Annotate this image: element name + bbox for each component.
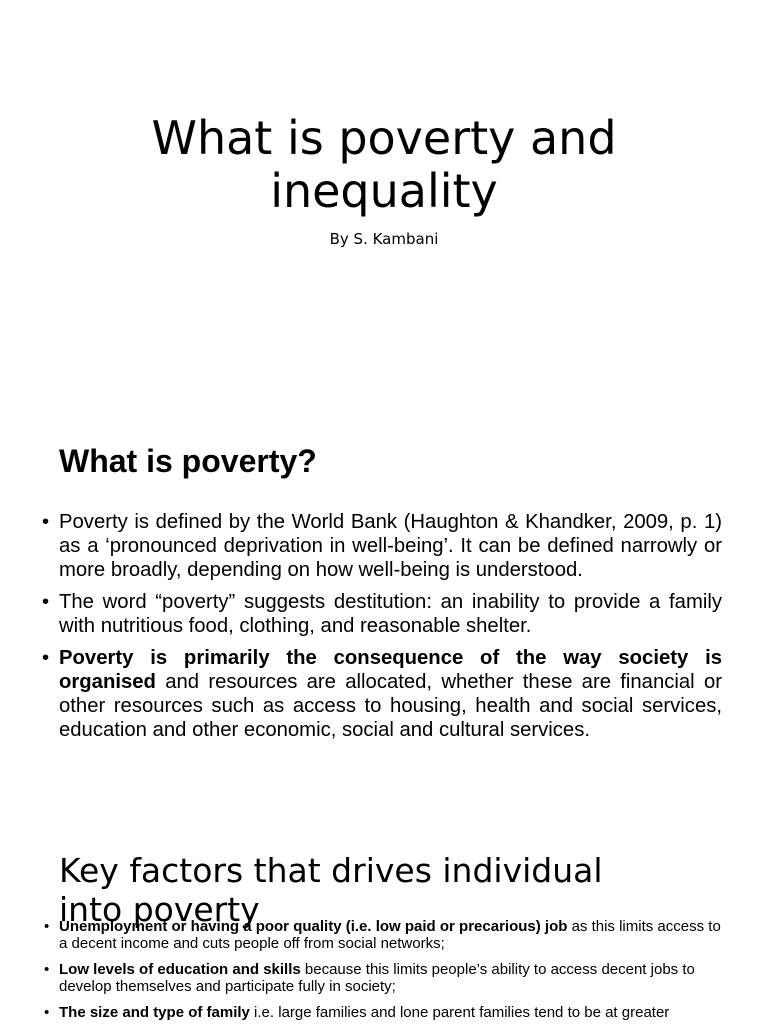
key-factors-slide xyxy=(0,845,768,1024)
heading-line-2: into poverty xyxy=(59,890,260,929)
list-item xyxy=(44,961,724,995)
bullet-list xyxy=(44,918,724,1024)
definition-slide xyxy=(0,430,768,845)
bullet-marker: • xyxy=(44,961,50,978)
bullet-bold-text: Poverty is primarily the consequence of the way society is organised xyxy=(59,647,722,693)
title-line-1: What is poverty and xyxy=(151,111,617,165)
presentation-title xyxy=(0,112,768,218)
bullet-list xyxy=(42,510,722,750)
list-item xyxy=(42,590,722,638)
list-item xyxy=(44,918,724,952)
title-line-2: inequality xyxy=(270,164,498,218)
bullet-text: as this limits access to a decent income and cuts people off from social networks; xyxy=(59,918,721,952)
bullet-marker: • xyxy=(42,647,50,669)
bullet-bold-text: The size and type of family xyxy=(59,1004,250,1021)
bullet-bold-text: Unemployment or having a poor quality (i.e. low paid or precarious) job xyxy=(59,918,568,935)
bullet-marker: • xyxy=(42,511,50,533)
bullet-text: and resources are allocated, whether these are financial or other resources such as access to housing, health and social services, education and other economic, social and cultural services. xyxy=(59,671,722,741)
bullet-text: Poverty is defined by the World Bank (Haughton & Khandker, 2009, p. 1) as a ‘pronounced deprivation in well-being’. It can be defined narrowly or more broadly, depending on how well-being is understood. xyxy=(59,511,722,581)
bullet-text: because this limits people’s ability to access decent jobs to develop themselves and participate fully in society; xyxy=(59,961,695,995)
bullet-marker: • xyxy=(44,1004,50,1021)
author-subtitle: By S. Kambani xyxy=(329,230,439,248)
bullet-text: i.e. large families and lone parent families tend to be at greater xyxy=(249,1004,670,1021)
list-item xyxy=(42,510,722,582)
list-item xyxy=(44,1004,724,1021)
title-slide xyxy=(0,0,768,430)
bullet-marker: • xyxy=(44,918,50,935)
bullet-bold-text: Low levels of education and skills xyxy=(59,961,301,978)
list-item xyxy=(42,646,722,742)
bullet-text: The word “poverty” suggests destitution: an inability to provide a family with nutritious food, clothing, and reasonable shelter. xyxy=(59,591,722,637)
bullet-marker: • xyxy=(42,591,50,613)
heading-line-1: Key factors that drives individual xyxy=(59,851,603,890)
slide-heading: What is poverty? xyxy=(59,443,317,479)
